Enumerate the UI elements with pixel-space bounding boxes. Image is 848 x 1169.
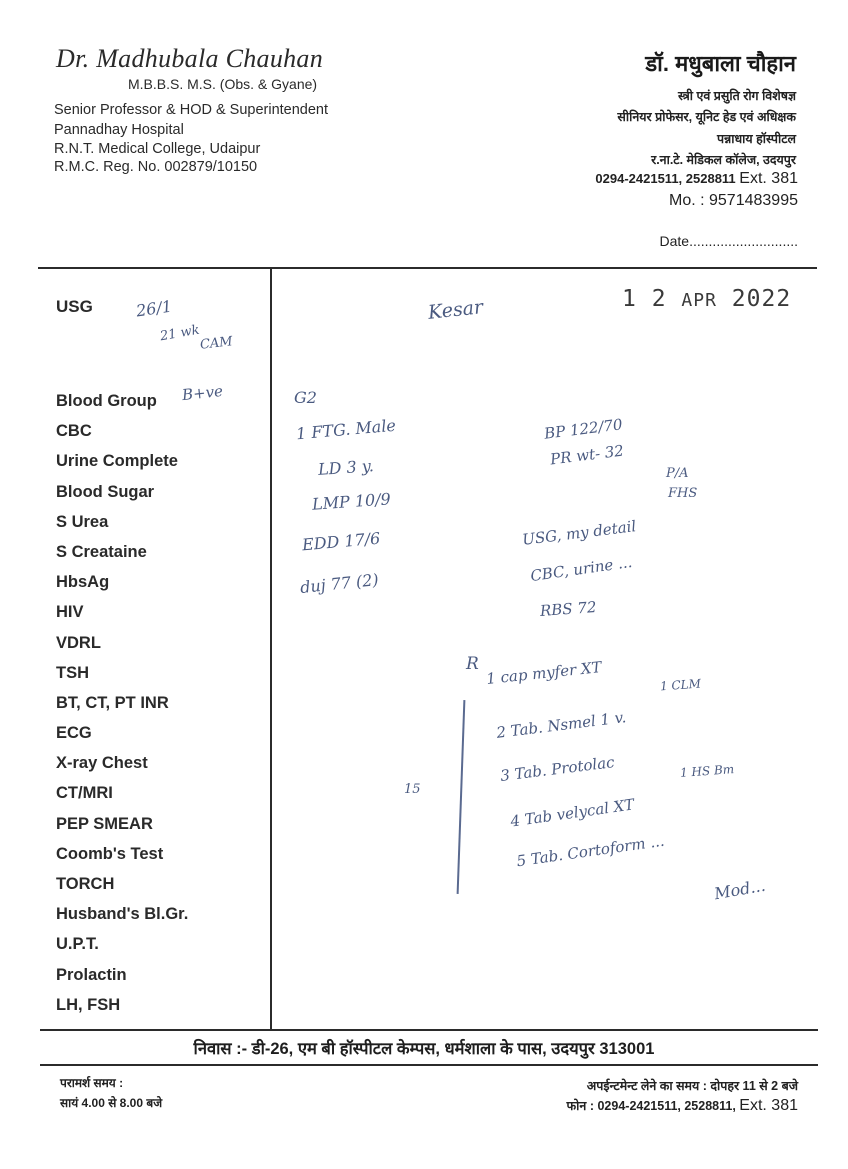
credential-hospital: Pannadhay Hospital: [54, 122, 184, 138]
hw-rx-item: 5 Tab. Cortoform ...: [515, 831, 666, 871]
doctor-name-english: Dr. Madhubala Chauhan: [56, 44, 324, 73]
date-stamp: [622, 286, 791, 312]
hw-rx-item: 2 Tab. Nsmel 1 v.: [495, 708, 628, 742]
column-divider: [270, 268, 272, 1029]
doctor-degrees: M.B.B.S. M.S. (Obs. & Gyane): [128, 76, 318, 92]
hw-rx-bracket: [457, 700, 466, 894]
hw-rx-item: 4 Tab velycal XT: [509, 795, 636, 831]
usg-label: USG: [56, 297, 93, 316]
test-item: Prolactin: [56, 965, 127, 984]
hw-history: G2: [294, 388, 317, 407]
test-list: [56, 386, 188, 1020]
test-item: BT, CT, PT INR: [56, 693, 169, 712]
stamp-year: 2022: [731, 286, 792, 312]
hw-exam: PR wt- 32: [549, 441, 625, 469]
credential-hi-specialty: स्त्री एवं प्रसुति रोग विशेषज्ञ: [678, 89, 796, 103]
test-item: S Urea: [56, 512, 109, 531]
credential-title: Senior Professor & HOD & Superintendent: [54, 102, 329, 118]
test-item: X-ray Chest: [56, 754, 148, 773]
stamp-day: 1 2: [622, 286, 667, 312]
footer-phone-number: फोन : 0294-2421511, 2528811,: [566, 1099, 736, 1113]
hw-rx-margin-note: 15: [404, 782, 421, 797]
hw-exam: P/A: [666, 466, 689, 481]
hw-rx-item: 3 Tab. Protolac: [499, 753, 616, 785]
credential-hi-college: र.ना.टे. मेडिकल कॉलेज, उदयपुर: [651, 153, 796, 167]
test-item: S Creataine: [56, 542, 147, 561]
hw-rx-item: 1 HS Bm: [679, 762, 735, 780]
hw-usg-note: 26/1: [134, 296, 174, 321]
test-item: HbsAg: [56, 573, 110, 592]
hw-investigation: CBC, urine ...: [529, 552, 634, 586]
hw-history: LMP 10/9: [311, 489, 392, 514]
test-item: Husband's Bl.Gr.: [56, 905, 189, 924]
header-divider: [38, 267, 817, 269]
test-item: TORCH: [56, 875, 115, 893]
consultation-time: सायं 4.00 से 8.00 बजे: [60, 1096, 163, 1110]
hw-exam: BP 122/70: [543, 415, 624, 443]
test-item: VDRL: [56, 633, 101, 652]
footer-divider-bottom: [40, 1064, 818, 1066]
header-phone-number: 0294-2421511, 2528811: [595, 171, 736, 186]
hw-patient-name: Kesar: [427, 296, 485, 324]
hw-usg-note: CAM: [199, 334, 234, 353]
test-item: CBC: [56, 422, 92, 441]
credential-reg-no: R.M.C. Reg. No. 002879/10150: [54, 159, 258, 175]
hw-history: duj 77 (2): [299, 569, 380, 598]
residence-address: निवास :- डी-26, एम बी हॉस्पीटल केम्पस, धर्मशाला के पास, उदयपुर 313001: [193, 1040, 655, 1058]
hw-investigation: RBS 72: [539, 598, 598, 620]
hw-history: LD 3 y.: [317, 456, 375, 479]
test-item: CT/MRI: [56, 784, 113, 803]
test-item: ECG: [56, 724, 92, 743]
appointment-time: अपईन्टमेन्ट लेने का समय : दोपहर 11 से 2 बजे: [586, 1079, 798, 1093]
consultation-label: परामर्श समय :: [60, 1076, 124, 1090]
header-mobile: Mo. : 9571483995: [669, 192, 798, 209]
hw-usg-note: 21 wk: [158, 322, 201, 345]
test-item: Coomb's Test: [56, 844, 164, 863]
hw-history: EDD 17/6: [301, 528, 382, 555]
footer-phone-ext: Ext. 381: [739, 1097, 798, 1114]
hw-exam: FHS: [668, 486, 698, 501]
hw-investigation: USG, my detail: [521, 517, 638, 549]
hw-blood-group: B+ve: [181, 381, 224, 405]
test-item: U.P.T.: [56, 935, 99, 954]
footer-phone: [567, 1097, 798, 1115]
hw-rx-item: 1 CLM: [659, 676, 702, 694]
footer-divider-top: [40, 1029, 818, 1031]
date-field: Date............................: [659, 233, 798, 249]
test-item: Urine Complete: [56, 452, 178, 471]
test-item: HIV: [56, 603, 84, 622]
credential-hi-title: सीनियर प्रोफेसर, यूनिट हेड एवं अधिक्षक: [617, 110, 796, 124]
hw-history: 1 FTG. Male: [295, 415, 397, 444]
test-item: PEP SMEAR: [56, 814, 153, 833]
credential-college: R.N.T. Medical College, Udaipur: [54, 141, 261, 157]
test-item: Blood Group: [56, 392, 157, 410]
doctor-name-hindi: डॉ. मधुबाला चौहान: [645, 51, 796, 76]
test-item: LH, FSH: [56, 995, 121, 1014]
test-item: Blood Sugar: [56, 482, 155, 501]
hw-signature: Mod...: [712, 875, 767, 904]
credential-hi-hospital: पन्नाधाय हॉस्पीटल: [717, 132, 796, 146]
header-phone-ext: Ext. 381: [739, 170, 798, 187]
test-item: TSH: [56, 663, 89, 682]
header-phone: [595, 170, 798, 188]
stamp-month: APR: [681, 290, 717, 311]
hw-rx-item: 1 cap myfer XT: [485, 657, 603, 689]
hw-rx-symbol: R: [466, 654, 479, 674]
